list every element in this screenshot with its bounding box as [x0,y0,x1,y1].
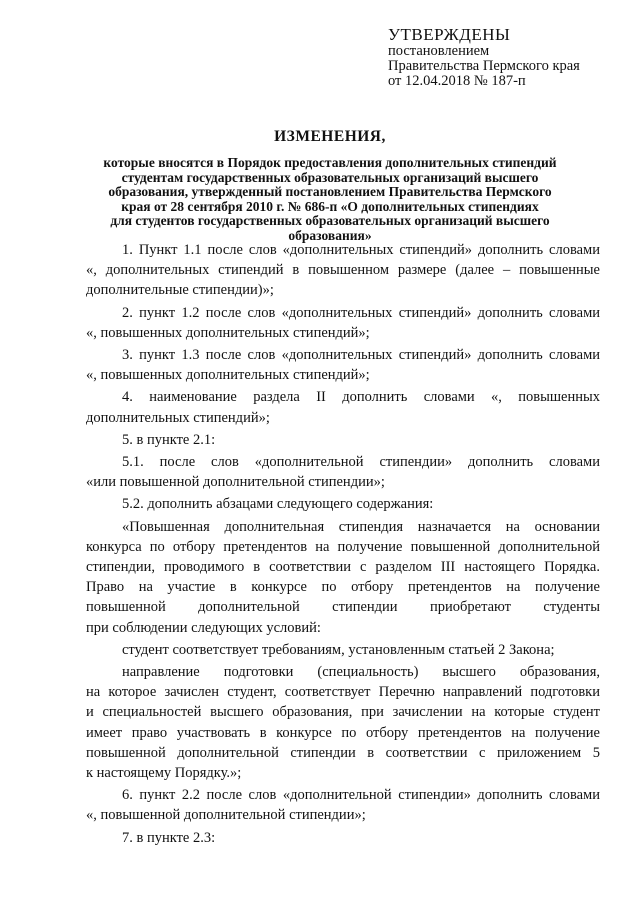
paragraph-line: «, дополнительных стипендий в повышенном размере (далее – повышенные [86,262,600,279]
paragraph-line: 1. Пункт 1.1 после слов «дополнительных стипендий» дополнить словами [122,242,600,258]
paragraph-5-1 [86,452,600,492]
paragraph-line: на которое зачислен студент, соответствует Перечню направлений подготовки [86,684,600,701]
paragraph-line: 3. пункт 1.3 после слов «дополнительных стипендий» дополнить словами [122,347,600,364]
paragraph-7 [86,828,600,848]
paragraph-6 [86,785,600,825]
paragraph-line: направление подготовки (специальность) высшего образования, [122,664,600,681]
paragraph-line: при соблюдении следующих условий: [86,619,321,636]
heading-subtitle [60,156,600,243]
paragraph-line: 2. пункт 1.2 после слов «дополнительных стипендий» дополнить словами [122,304,600,321]
paragraph-line: «, повышенных дополнительных стипендий»; [86,367,370,384]
approval-line-3: от 12.04.2018 № 187-п [388,73,526,89]
paragraph-line: повышенной дополнительной стипендии в соответствии с приложением 5 [86,744,600,761]
paragraph-line: Право на участие в конкурсе по отбору претендентов на получение [86,579,600,596]
heading-subtitle-line: образования» [288,227,372,243]
paragraph-3 [86,345,600,385]
approval-line-2: Правительства Пермского края [388,58,580,74]
paragraph-5 [86,430,600,450]
paragraph-line: 5.2. дополнить абзацами следующего содержания: [122,496,434,513]
paragraph-line: 7. в пункте 2.3: [122,829,216,846]
paragraph-line: 4. наименование раздела II дополнить словами «, повышенных [122,389,600,406]
paragraph-5-2 [86,494,600,514]
paragraph-4 [86,387,600,427]
heading-subtitle-line: образования, утвержденный постановлением Правительства Пермского [108,184,552,199]
heading-title: ИЗМЕНЕНИЯ, [274,128,386,145]
paragraph-line: 5. в пункте 2.1: [122,431,216,448]
paragraph-line: «, повышенной дополнительной стипендии»; [86,807,366,824]
paragraph-line: «или повышенной дополнительной стипендии»; [86,474,385,491]
heading-subtitle-line: для студентов государственных образовательных организаций высшего [110,213,550,228]
paragraph-line: дополнительных стипендий»; [86,409,270,426]
paragraph-line: дополнительные стипендии)»; [86,282,274,299]
document-heading [60,128,600,243]
paragraph-quote-3 [86,662,600,783]
paragraph-line: студент соответствует требованиям, установленным статьей 2 Закона; [122,641,555,658]
heading-subtitle-line: студентам государственных образовательных организаций высшего [121,169,539,185]
paragraph-2 [86,303,600,343]
paragraph-line: конкурса по отбору претендентов на получение повышенной дополнительной [86,538,600,555]
paragraph-1 [86,240,600,301]
paragraph-line: повышенной дополнительной стипендии приобретают студенты [86,599,600,616]
paragraph-line: стипендии, проводимого в соответствии с разделом III настоящего Порядка. [86,559,600,576]
paragraph-line: и специальностей высшего образования, при зачислении на которые студент [86,704,600,721]
heading-subtitle-line: которые вносятся в Порядок предоставления дополнительных стипендий [103,155,557,170]
paragraph-quote-1 [86,517,600,638]
approval-title: УТВЕРЖДЕНЫ [388,25,511,44]
document-body [86,240,600,850]
approval-line-1: постановлением [388,43,490,59]
paragraph-line: 5.1. после слов «дополнительной стипендии» дополнить словами [122,454,600,471]
paragraph-line: к настоящему Порядку.»; [86,765,242,782]
paragraph-quote-2 [86,640,600,660]
paragraph-line: имеет право участвовать в конкурсе по отбору претендентов на получение [86,724,600,741]
paragraph-line: «, повышенных дополнительных стипендий»; [86,324,370,341]
paragraph-line: «Повышенная дополнительная стипендия назначается на основании [122,518,600,535]
heading-subtitle-line: края от 28 сентября 2010 г. № 686-п «О дополнительных стипендиях [121,198,539,214]
approval-stamp [388,26,628,89]
paragraph-line: 6. пункт 2.2 после слов «дополнительной стипендии» дополнить словами [122,787,600,804]
